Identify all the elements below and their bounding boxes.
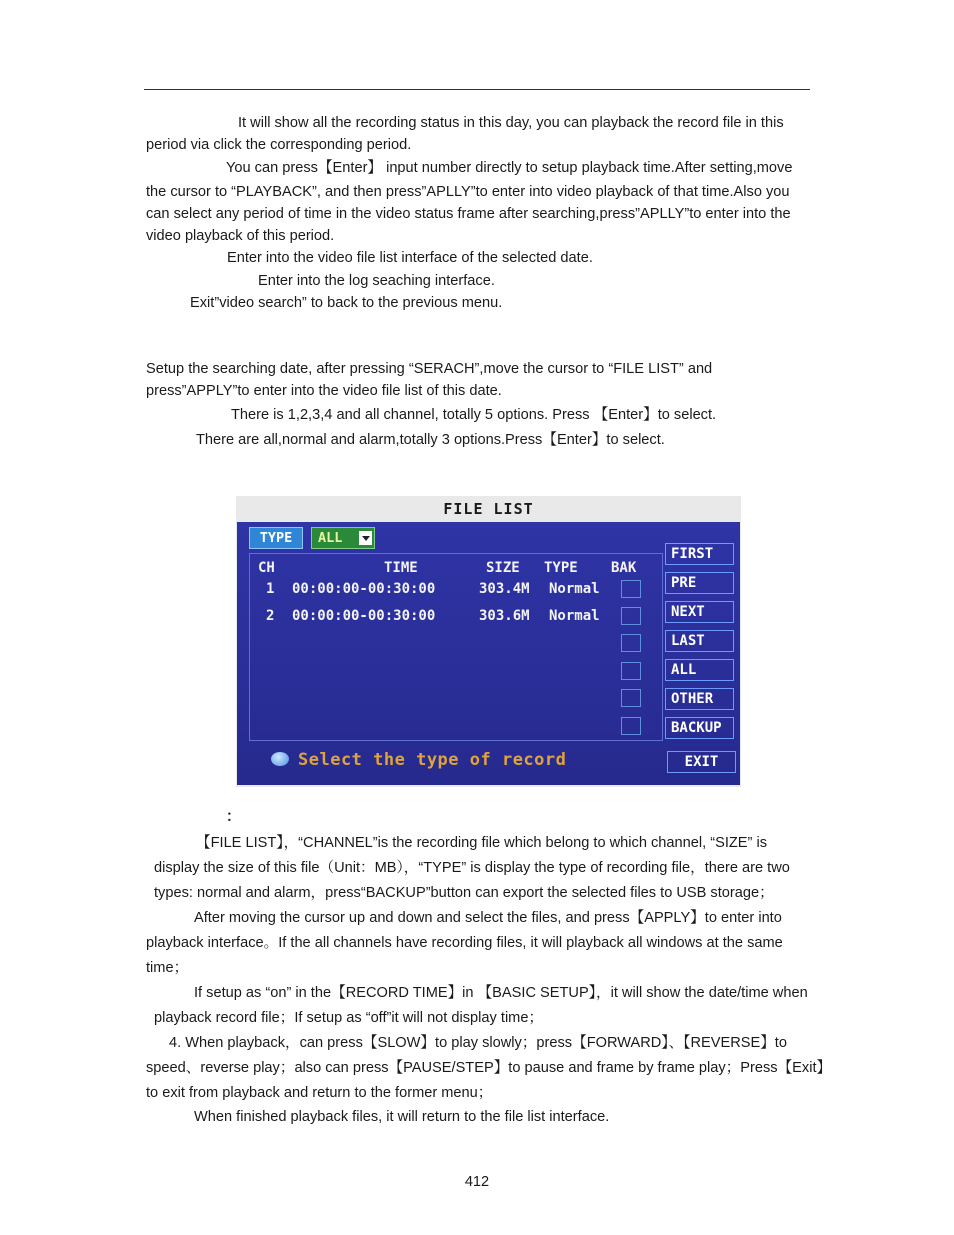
column-header-ch: CH bbox=[258, 560, 275, 576]
paragraph-line: When finished playback files, it will return to the file list interface. bbox=[194, 1109, 610, 1125]
screen-title: FILE LIST bbox=[443, 500, 534, 518]
paragraph-line: Setup the searching date, after pressing “SERACH”,move the cursor to “FILE LIST” and bbox=[146, 361, 713, 377]
column-header-bak: BAK bbox=[611, 560, 637, 576]
paragraph-line: the cursor to “PLAYBACK”, and then press”APLLY”to enter into video playback of that time.Also you bbox=[146, 184, 790, 200]
paragraph-line: period via click the corresponding period. bbox=[146, 137, 412, 153]
paragraph-line: time； bbox=[146, 960, 189, 976]
info-icon bbox=[271, 752, 289, 766]
row-time: 00:00:00-00:30:00 bbox=[292, 608, 436, 624]
paragraph-line: press”APPLY”to enter into the video file list of this date. bbox=[146, 383, 502, 399]
paragraph-line: It will show all the recording status in this day, you can playback the record file in this bbox=[238, 115, 784, 131]
row-size: 303.6M bbox=[479, 608, 530, 624]
paragraph-line: Enter into the video file list interface of the selected date. bbox=[227, 250, 593, 266]
exit-button[interactable]: EXIT bbox=[667, 751, 736, 773]
column-header-size: SIZE bbox=[486, 560, 520, 576]
type-label: TYPE bbox=[249, 527, 303, 549]
row-time: 00:00:00-00:30:00 bbox=[292, 581, 436, 597]
paragraph-line: video playback of this period. bbox=[146, 228, 335, 244]
backup-checkbox[interactable] bbox=[621, 607, 641, 625]
page-number: 412 bbox=[464, 1174, 490, 1190]
file-list-screenshot bbox=[236, 496, 741, 787]
row-size: 303.4M bbox=[479, 581, 530, 597]
file-list-table bbox=[249, 553, 663, 741]
paragraph-line: speed、reverse play；also can press【PAUSE/STEP】to pause and frame by frame play；Press【Exit】 bbox=[146, 1060, 832, 1076]
other-button[interactable]: OTHER bbox=[665, 688, 734, 710]
last-button[interactable]: LAST bbox=[665, 630, 734, 652]
type-dropdown[interactable] bbox=[311, 527, 375, 549]
paragraph-line: If setup as “on” in the【RECORD TIME】in 【BASIC SETUP】，it will show the date/time when bbox=[194, 985, 808, 1001]
row-channel: 2 bbox=[266, 608, 275, 624]
paragraph-line: There are all,normal and alarm,totally 3 options.Press【Enter】to select. bbox=[196, 432, 665, 448]
paragraph-line: Exit”video search” to back to the previous menu. bbox=[190, 295, 503, 311]
paragraph-line: ： bbox=[226, 809, 241, 825]
paragraph-line: There is 1,2,3,4 and all channel, totally 5 options. Press 【Enter】to select. bbox=[231, 407, 717, 423]
paragraph-line: can select any period of time in the video status frame after searching,press”APLLY”to enter into the bbox=[146, 206, 791, 222]
all-button[interactable]: ALL bbox=[665, 659, 734, 681]
row-type: Normal bbox=[549, 608, 600, 624]
paragraph-line: display the size of this file（Unit：MB），“TYPE” is display the type of recording file，there are two bbox=[154, 860, 790, 876]
paragraph-line: 4. When playback，can press【SLOW】to play slowly；press【FORWARD】、【REVERSE】to bbox=[169, 1035, 787, 1051]
column-header-type: TYPE bbox=[544, 560, 578, 576]
pre-button[interactable]: PRE bbox=[665, 572, 734, 594]
table-row[interactable] bbox=[250, 603, 662, 629]
paragraph-line: You can press【Enter】 input number directly to setup playback time.After setting,move bbox=[226, 160, 793, 176]
column-header-time: TIME bbox=[384, 560, 418, 576]
backup-checkbox[interactable] bbox=[621, 662, 641, 680]
row-channel: 1 bbox=[266, 581, 275, 597]
paragraph-line: playback record file；If setup as “off”it will not display time； bbox=[154, 1010, 544, 1026]
paragraph-line: Enter into the log seaching interface. bbox=[258, 273, 495, 289]
type-dropdown-value: ALL bbox=[318, 530, 343, 546]
chevron-down-icon bbox=[359, 531, 372, 545]
screen-body bbox=[237, 522, 740, 785]
table-row[interactable] bbox=[250, 576, 662, 602]
backup-checkbox[interactable] bbox=[621, 634, 641, 652]
hint-text: Select the type of record bbox=[298, 750, 567, 770]
header-rule bbox=[144, 89, 810, 90]
first-button[interactable]: FIRST bbox=[665, 543, 734, 565]
paragraph-line: to exit from playback and return to the former menu； bbox=[146, 1085, 493, 1101]
paragraph-line: types: normal and alarm，press“BACKUP”button can export the selected files to USB storage； bbox=[154, 885, 774, 901]
backup-button[interactable]: BACKUP bbox=[665, 717, 734, 739]
paragraph-line: 【FILE LIST】，“CHANNEL”is the recording file which belong to which channel, “SIZE” is bbox=[196, 835, 767, 851]
backup-checkbox[interactable] bbox=[621, 717, 641, 735]
row-type: Normal bbox=[549, 581, 600, 597]
backup-checkbox[interactable] bbox=[621, 580, 641, 598]
paragraph-line: After moving the cursor up and down and select the files, and press【APPLY】to enter into bbox=[194, 910, 782, 926]
next-button[interactable]: NEXT bbox=[665, 601, 734, 623]
paragraph-line: playback interface。If the all channels have recording files, it will playback all windows at the same bbox=[146, 935, 783, 951]
backup-checkbox[interactable] bbox=[621, 689, 641, 707]
